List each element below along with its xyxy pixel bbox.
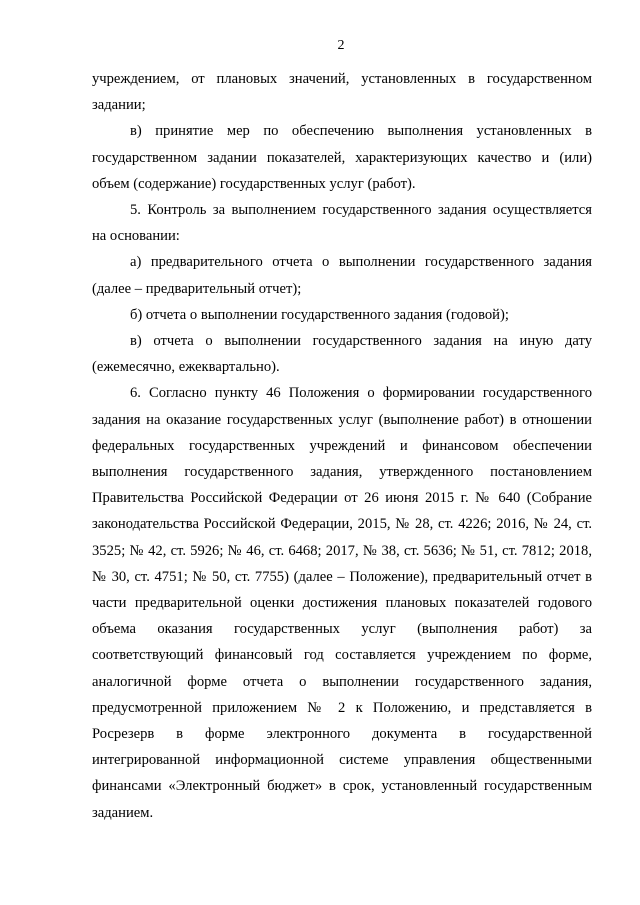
document-body [92,66,592,826]
paragraph-section-6: 6. Согласно пункту 46 Положения о формировании государственного задания на оказание государственных услуг (выполнение работ) в отношении федеральных государственных учреждений и финансовом обеспечении выполнения государственного задания, утвержденного постановлением Правительства Российской Федерации от 26 июня 2015 г. № 640 (Собрание законодательства Российской Федерации, 2015, № 28, ст. 4226; 2016, № 24, ст. 3525; № 42, ст. 5926; № 46, ст. 6468; 2017, № 38, ст. 5636; № 51, ст. 7812; 2018, № 30, ст. 4751; № 50, ст. 7755) (далее – Положение), предварительный отчет в части предварительной оценки достижения плановых показателей годового объема оказания государственных услуг (выполнения работ) за соответствующий финансовый год составляется учреждением по форме, аналогичной форме отчета о выполнении государственного задания, предусмотренной приложением № 2 к Положению, и представляется в Росрезерв в форме электронного документа в государственной интегрированной информационной системе управления общественными финансами «Электронный бюджет» в срок, установленный государственным заданием. [92,385,592,821]
paragraph-item-v-measures: в) принятие мер по обеспечению выполнения установленных в государственном задании показателей, характеризующих качество и (или) объем (содержание) государственных услуг (работ). [92,123,592,192]
paragraph-item-b: б) отчета о выполнении государственного задания (годовой); [130,306,509,323]
paragraph-item-a: а) предварительного отчета о выполнении государственного задания (далее – предварительный отчет); [92,254,592,297]
paragraph-item-v-report: в) отчета о выполнении государственного задания на иную дату (ежемесячно, ежеквартально). [92,333,592,376]
paragraph-continuation: учреждением, от плановых значений, установленных в государственном задании; [92,71,592,114]
paragraph-section-5: 5. Контроль за выполнением государственного задания осуществляется на основании: [92,202,592,245]
page-number: 2 [337,38,345,53]
